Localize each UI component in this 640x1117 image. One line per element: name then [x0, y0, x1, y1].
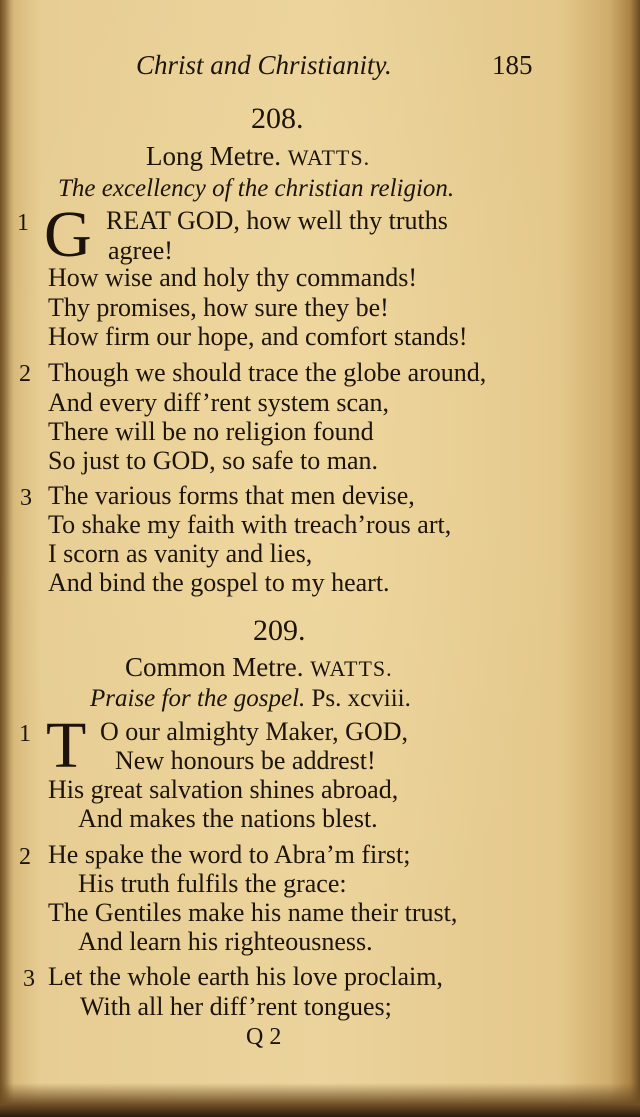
verse-line: His great salvation shines abroad, — [48, 775, 399, 804]
drop-cap: G — [44, 198, 92, 271]
verse-line: How wise and holy thy commands! — [48, 263, 418, 292]
verse-line: Though we should trace the globe around, — [48, 358, 487, 387]
verse-line: And every diff’rent system scan, — [48, 388, 390, 417]
hymn-author: WATTS. — [287, 145, 371, 170]
verse-line: Thy promises, how sure they be! — [48, 293, 389, 322]
hymn-number: 209. — [253, 614, 306, 647]
verse-number: 2 — [19, 844, 31, 870]
hymn-metre-line — [146, 143, 370, 170]
verse-line: Let the whole earth his love proclaim, — [48, 962, 443, 991]
running-title: Christ and Christianity. — [136, 50, 392, 80]
page-bottom-edge — [0, 1083, 640, 1117]
verse-line: With all her diff’rent tongues; — [80, 992, 392, 1021]
verse-line: So just to GOD, so safe to man. — [48, 446, 379, 475]
verse-line: And bind the gospel to my heart. — [48, 568, 390, 597]
verse-line: He spake the word to Abra’m first; — [48, 840, 411, 869]
hymn-number: 208. — [251, 102, 304, 135]
verse-line: How firm our hope, and comfort stands! — [48, 322, 468, 351]
verse-line: New honours be addrest! — [115, 746, 376, 775]
hymn-subject-line — [90, 686, 411, 711]
verse-line: And makes the nations blest. — [78, 804, 378, 833]
verse-number: 3 — [23, 966, 35, 992]
verse-line: His truth fulfils the grace: — [78, 869, 347, 898]
verse-line: There will be no religion found — [48, 417, 374, 446]
verse-line: And learn his righteousness. — [78, 927, 373, 956]
verse-line: The Gentiles make his name their trust, — [48, 898, 458, 927]
verse-line: REAT GOD, how well thy truths — [106, 206, 448, 235]
verse-number: 1 — [19, 721, 31, 747]
verse-line: I scorn as vanity and lies, — [48, 539, 313, 568]
verse-number: 3 — [20, 485, 32, 511]
page-number: 185 — [492, 50, 533, 80]
hymn-metre-line — [125, 654, 393, 681]
hymn-author: WATTS. — [310, 656, 393, 681]
page-gutter-shadow — [0, 0, 14, 1117]
signature-mark: Q 2 — [246, 1024, 282, 1050]
hymn-metre: Common Metre. — [125, 652, 304, 682]
verse-number: 1 — [17, 210, 29, 236]
hymn-psalm-ref: Ps. xcviii. — [311, 685, 411, 712]
verse-number: 2 — [19, 361, 31, 387]
drop-cap: T — [46, 709, 87, 782]
verse-line: O our almighty Maker, GOD, — [100, 717, 409, 746]
hymn-subject: The excellency of the christian religion. — [58, 175, 455, 202]
verse-line: To shake my faith with treach’rous art, — [48, 510, 452, 539]
verse-line: The various forms that men devise, — [48, 481, 415, 510]
verse-line: agree! — [108, 236, 173, 265]
hymn-metre: Long Metre. — [146, 141, 281, 171]
hymn-subject: Praise for the gospel. — [90, 685, 306, 712]
